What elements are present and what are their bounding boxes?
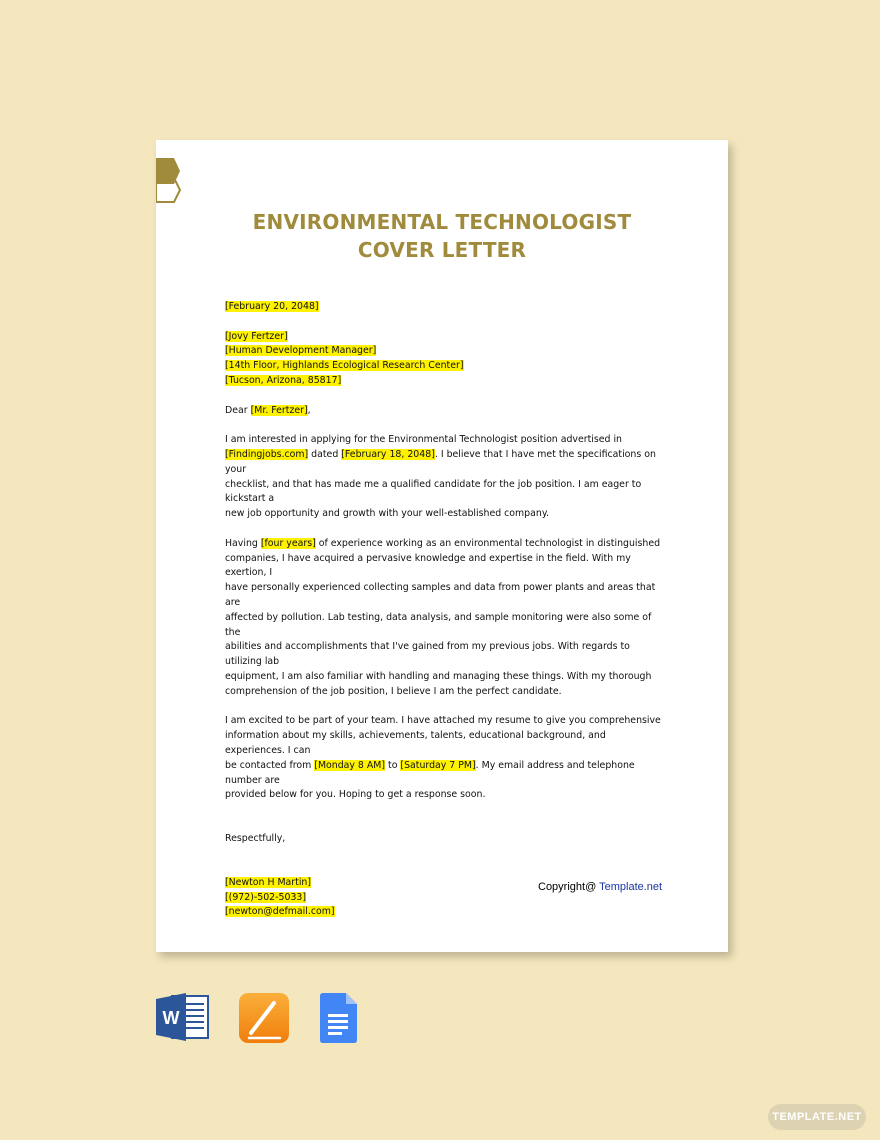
salutation: Dear [Mr. Fertzer], — [225, 404, 311, 416]
sender-phone: [(972)-502-5033] — [225, 891, 307, 903]
google-docs-icon[interactable] — [318, 992, 358, 1044]
template-net-watermark: TEMPLATE.NET — [768, 1104, 866, 1130]
recipient-address-line-2: [Tucson, Arizona, 85817] — [225, 374, 342, 386]
contact-until: [Saturday 7 PM] — [400, 759, 476, 771]
job-site: [Findingjobs.com] — [225, 448, 309, 460]
corner-hexagon-logo — [156, 156, 182, 204]
sender-name: [Newton H Martin] — [225, 876, 312, 888]
copyright: Copyright@ Template.net — [538, 881, 663, 893]
recipient-name: [Jovy Fertzer] — [225, 330, 288, 342]
paragraph-2: Having [four years] of experience working as an environmental technologist in distinguished companies, I have acquired a pervasive knowledge and expertise in the field. With my exertion, I have personally experienced collecting samples and data from power plants and areas that are affected by pollution. Lab testing, data analysis, and sample monitoring were also some of the abilities and accomplishments that I've gained from my previous jobs. With regards to utilizing lab equipment, I am also familiar with handling and managing these things. With my thorough comprehension of the job position, I believe I am the perfect candidate. — [225, 537, 661, 697]
letter-body — [225, 300, 665, 920]
years-experience: [four years] — [260, 537, 316, 549]
template-link[interactable]: Template.net — [599, 881, 663, 893]
recipient-title: [Human Development Manager] — [225, 345, 377, 357]
recipient-address-line-1: [14th Floor, Highlands Ecological Research Center] — [225, 360, 464, 372]
title-line-2: COVER LETTER — [357, 238, 527, 262]
pages-icon[interactable] — [238, 992, 290, 1044]
title-line-1: ENVIRONMENTAL TECHNOLOGIST — [252, 210, 632, 234]
paragraph-3: I am excited to be part of your team. I have attached my resume to give you comprehensive information about my skills, achievements, talents, educational background, and experiences. I can be contacted from [Monday 8 AM] to [Saturday 7 PM]. My email address and telephone number are provided below for you. Hoping to get a response soon. — [225, 715, 661, 801]
sender-email: [newton@defmail.com] — [225, 906, 335, 918]
word-icon[interactable] — [156, 992, 210, 1042]
word-letter: W — [162, 1008, 180, 1028]
document-page — [156, 140, 728, 952]
contact-from: [Monday 8 AM] — [314, 759, 386, 771]
closing: Respectfully, — [225, 833, 286, 845]
salutation-name: [Mr. Fertzer] — [250, 404, 308, 416]
letter-date: [February 20, 2048] — [225, 301, 319, 312]
paragraph-1: I am interested in applying for the Environmental Technologist position advertised in [Findingjobs.com] dated [February 18, 2048]. I believe that I have met the specifications on your checklist, and that has made me a qualified candidate for the job position. I am eager to kickstart a new job opportunity and growth with your well-established company. — [225, 434, 656, 520]
letter-title — [156, 208, 728, 264]
posting-date: [February 18, 2048] — [341, 448, 435, 460]
